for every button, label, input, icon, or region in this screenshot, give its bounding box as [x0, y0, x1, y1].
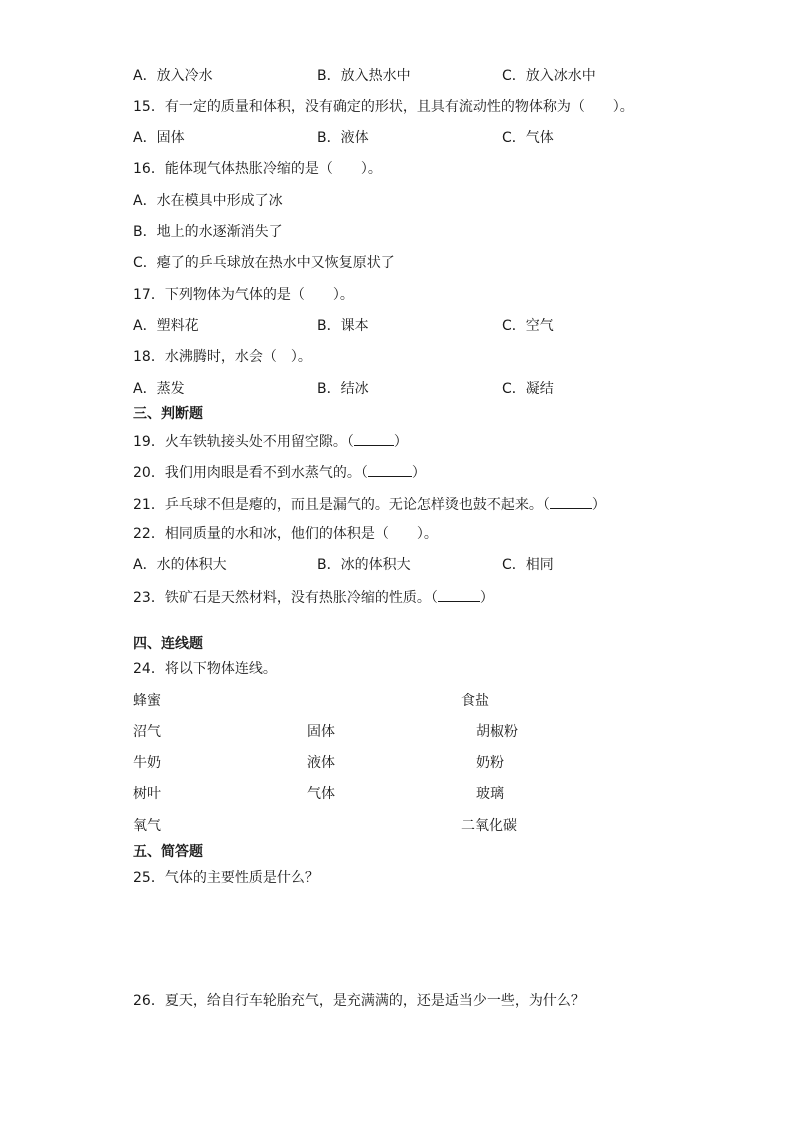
q15-option-c: C．气体	[502, 130, 554, 146]
q24-left-item: 蜂蜜	[133, 693, 161, 709]
q24-left-item: 牛奶	[133, 755, 161, 771]
q19-answer-blank[interactable]	[354, 431, 394, 446]
q19-text: 19．火车铁轨接头处不用留空隙。（	[133, 434, 354, 450]
q14-option-b: B．放入热水中	[317, 68, 411, 84]
q23-answer-blank[interactable]	[438, 587, 480, 602]
q18-option-c: C．凝结	[502, 381, 554, 397]
q24-middle-item: 固体	[307, 724, 335, 740]
q22-option-b: B．冰的体积大	[317, 557, 411, 573]
q24-left-item: 氧气	[133, 818, 161, 834]
q15-option-b: B．液体	[317, 130, 369, 146]
q15-stem: 15．有一定的质量和体积，没有确定的形状，且具有流动性的物体称为（ ）。	[133, 99, 634, 115]
q20-close: ）	[411, 465, 426, 481]
q16-option-b: B．地上的水逐渐消失了	[133, 224, 283, 240]
q16-stem: 16．能体现气体热胀冷缩的是（ ）。	[133, 161, 382, 177]
q17-option-c: C．空气	[502, 318, 554, 334]
q25-stem: 25．气体的主要性质是什么？	[133, 870, 319, 886]
q24-left-item: 沼气	[133, 724, 161, 740]
q21-answer-blank[interactable]	[550, 494, 592, 509]
q22-option-a: A．水的体积大	[133, 557, 227, 573]
q18-option-b: B．结冰	[317, 381, 369, 397]
q23-close: ）	[479, 590, 494, 606]
q26-stem: 26．夏天，给自行车轮胎充气，是充满满的，还是适当少一些，为什么？	[133, 993, 585, 1009]
q15-option-a: A．固体	[133, 130, 185, 146]
q24-right-item: 食盐	[461, 693, 489, 709]
section-heading-short-answer: 五、简答题	[133, 844, 203, 860]
q23-text: 23．铁矿石是天然材料，没有热胀冷缩的性质。（	[133, 590, 438, 606]
q17-stem: 17．下列物体为气体的是（ ）。	[133, 287, 354, 303]
q20-line	[133, 462, 426, 482]
q18-stem: 18．水沸腾时，水会（ ）。	[133, 349, 312, 365]
q17-option-a: A．塑料花	[133, 318, 199, 334]
q22-stem: 22．相同质量的水和冰，他们的体积是（ ）。	[133, 526, 438, 542]
q22-option-c: C．相同	[502, 557, 554, 573]
q20-answer-blank[interactable]	[368, 462, 412, 477]
q24-right-item: 奶粉	[476, 755, 504, 771]
q21-close: ）	[591, 497, 606, 513]
q19-close: ）	[393, 434, 408, 450]
q18-option-a: A．蒸发	[133, 381, 185, 397]
q20-text: 20．我们用肉眼是看不到水蒸气的。（	[133, 465, 368, 481]
q19-line	[133, 431, 408, 451]
q24-right-item: 胡椒粉	[476, 724, 518, 740]
q23-line	[133, 587, 494, 607]
q24-stem: 24．将以下物体连线。	[133, 661, 277, 677]
q24-middle-item: 液体	[307, 755, 335, 771]
q24-right-item: 二氧化碳	[461, 818, 517, 834]
q21-line	[133, 494, 606, 514]
q16-option-a: A．水在模具中形成了冰	[133, 193, 283, 209]
section-heading-matching: 四、连线题	[133, 636, 203, 652]
q16-option-c: C．瘪了的乒乓球放在热水中又恢复原状了	[133, 255, 395, 271]
q24-right-item: 玻璃	[476, 786, 504, 802]
q24-left-item: 树叶	[133, 786, 161, 802]
q14-option-c: C．放入冰水中	[502, 68, 596, 84]
section-heading-judgment: 三、判断题	[133, 406, 203, 422]
q14-option-a: A．放入冷水	[133, 68, 213, 84]
q24-middle-item: 气体	[307, 786, 335, 802]
q17-option-b: B．课本	[317, 318, 369, 334]
q21-text: 21．乒乓球不但是瘪的，而且是漏气的。无论怎样烫也鼓不起来。（	[133, 497, 550, 513]
